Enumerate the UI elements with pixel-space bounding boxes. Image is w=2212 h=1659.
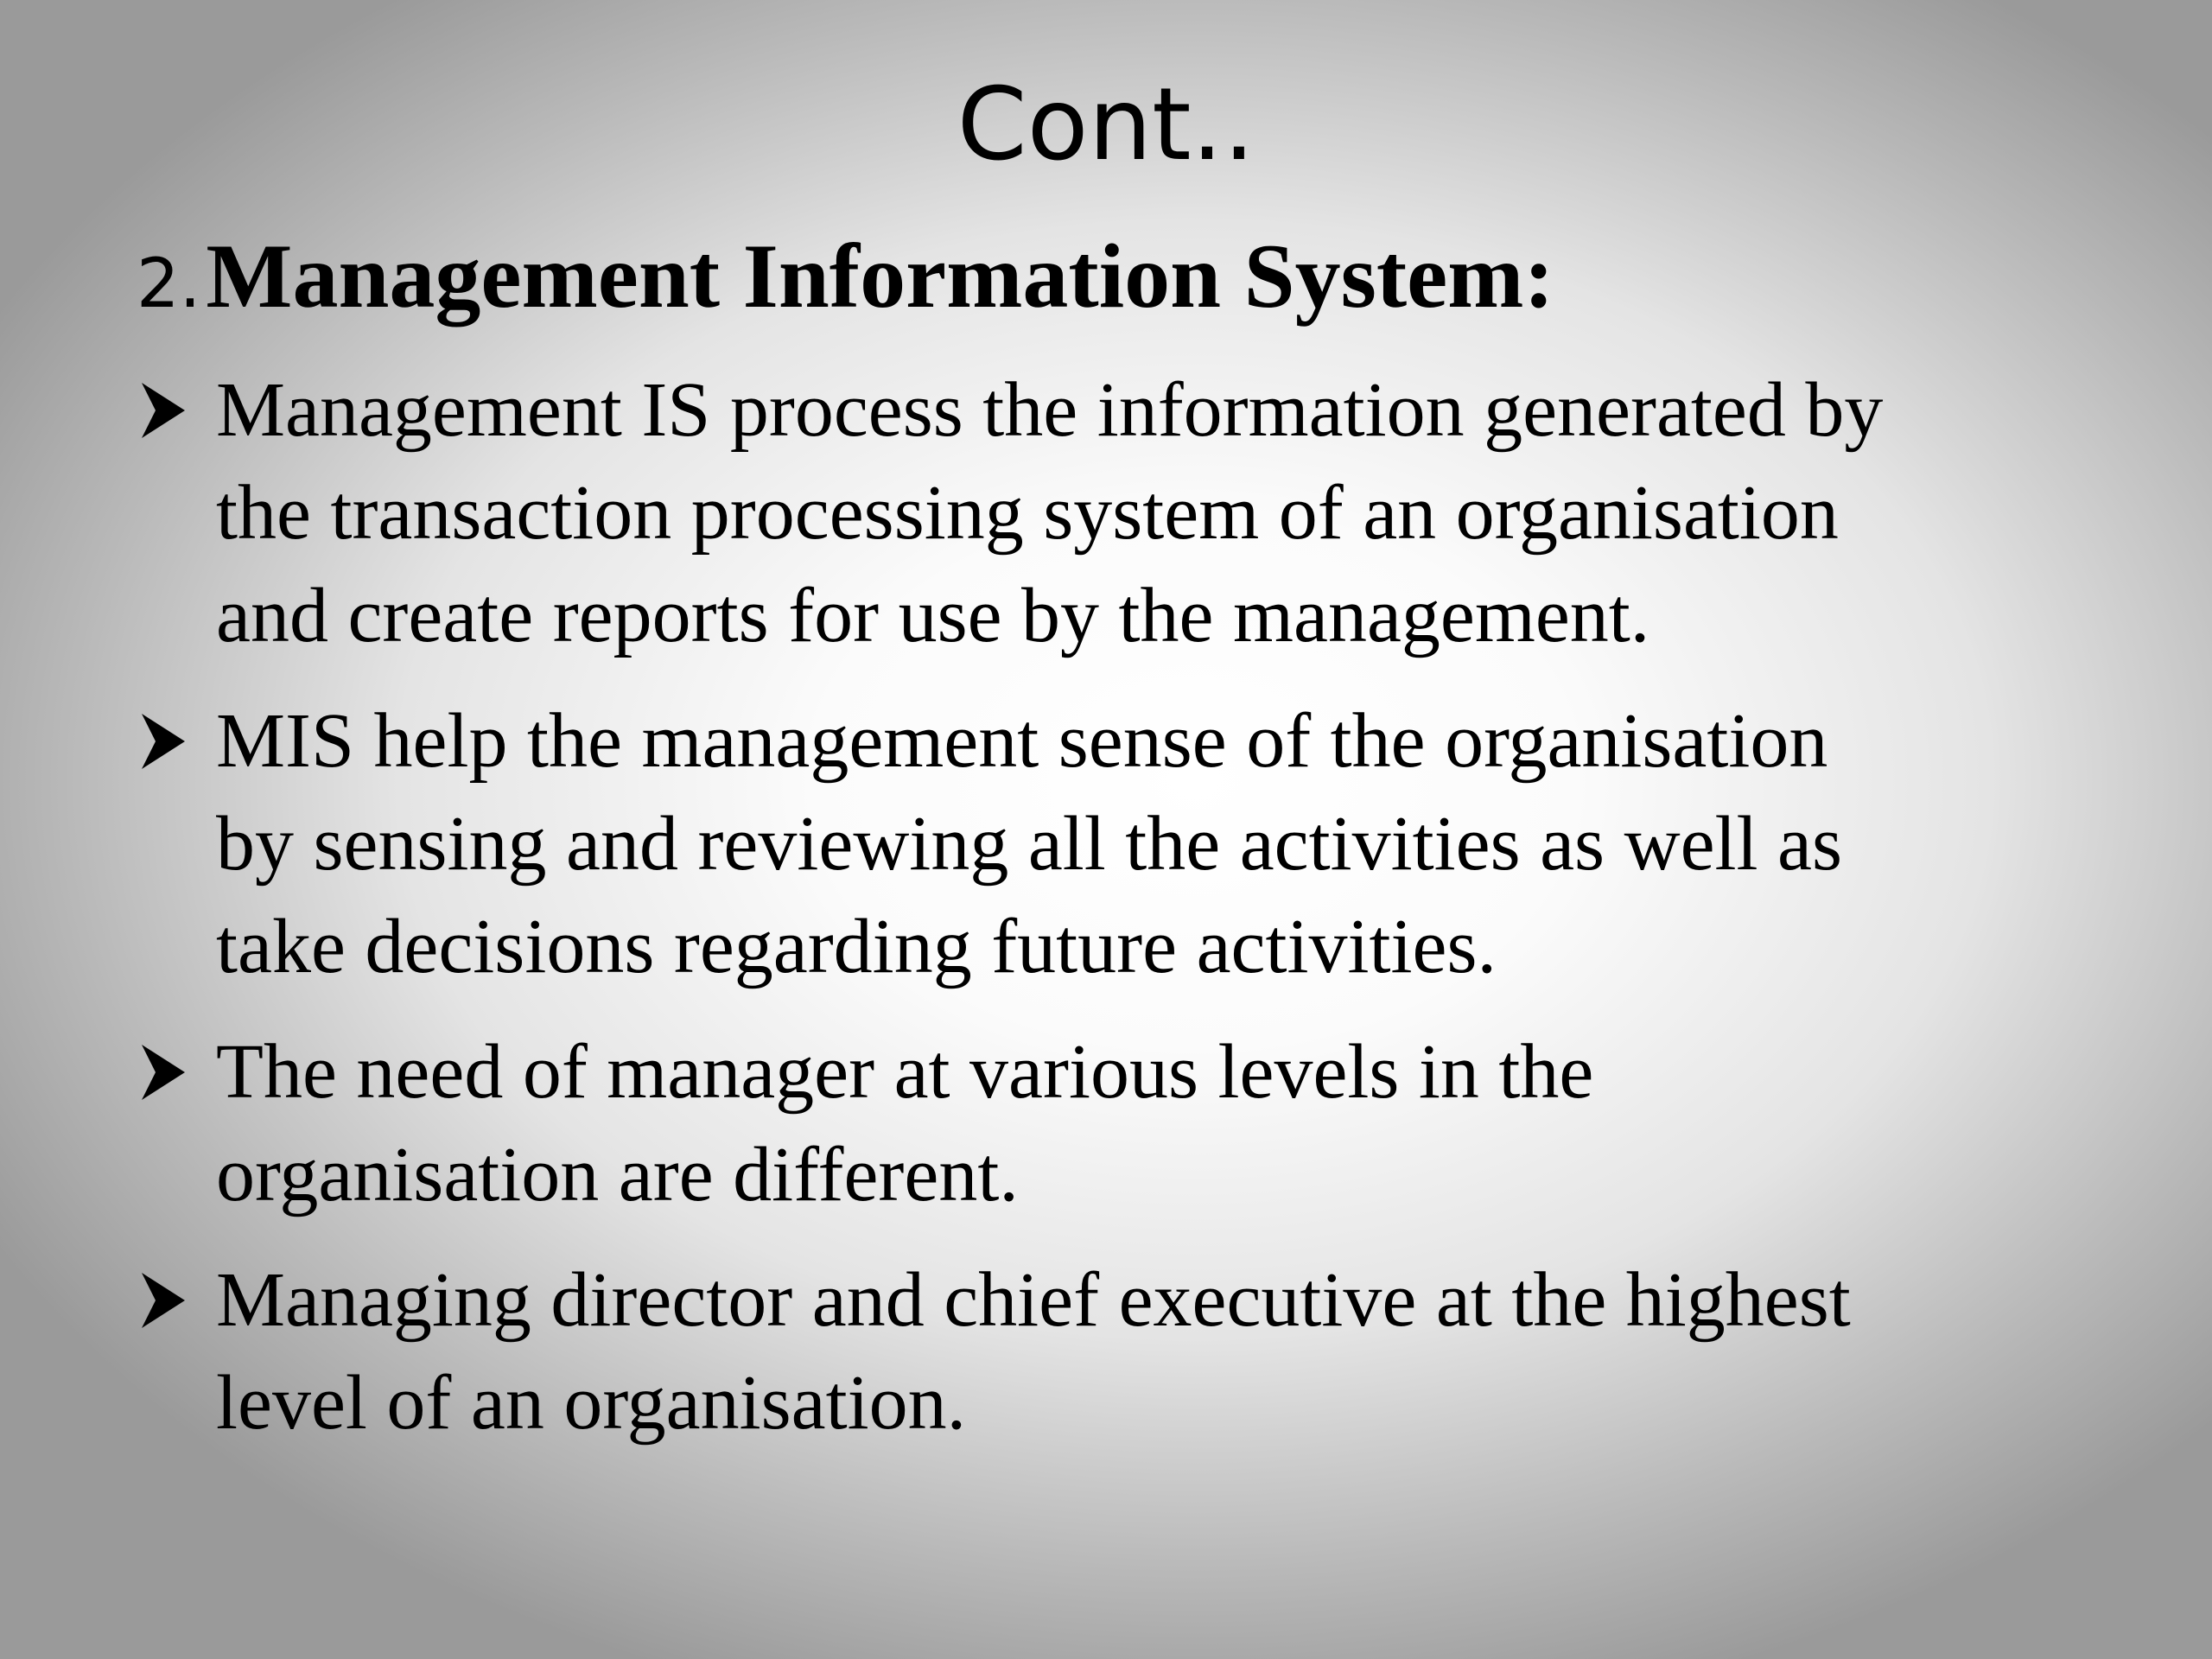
bullet-line: MIS help the management sense of the organisation	[216, 698, 1828, 784]
bullet-line: take decisions regarding future activities.	[216, 904, 1497, 989]
bullet-line: by sensing and reviewing all the activities as well as	[216, 801, 1843, 887]
section-heading	[137, 220, 1554, 357]
arrow-bullet-icon	[137, 376, 188, 445]
bullet-item	[137, 1020, 2124, 1226]
bullet-line: and create reports for use by the management.	[216, 573, 1650, 658]
bullet-item	[137, 690, 2124, 998]
arrow-bullet-icon	[137, 707, 188, 776]
arrow-bullet-icon	[137, 1038, 188, 1107]
bullet-item	[137, 1249, 2124, 1454]
bullet-line: the transaction processing system of an organisation	[216, 470, 1839, 556]
bullet-line: Management IS process the information generated by	[216, 367, 1884, 453]
heading-number: 2.	[137, 245, 201, 323]
bullet-line: Managing director and chief executive at the highest	[216, 1257, 1851, 1343]
bullet-line: organisation are different.	[216, 1132, 1019, 1217]
bullet-list	[137, 359, 2124, 1477]
bullet-item	[137, 359, 2124, 667]
heading-text: Management Information System:	[206, 226, 1554, 327]
bullet-line: The need of manager at various levels in the	[216, 1029, 1594, 1115]
arrow-bullet-icon	[137, 1266, 188, 1335]
bullet-line: level of an organisation.	[216, 1360, 967, 1446]
slide-title: Cont..	[957, 67, 1255, 183]
